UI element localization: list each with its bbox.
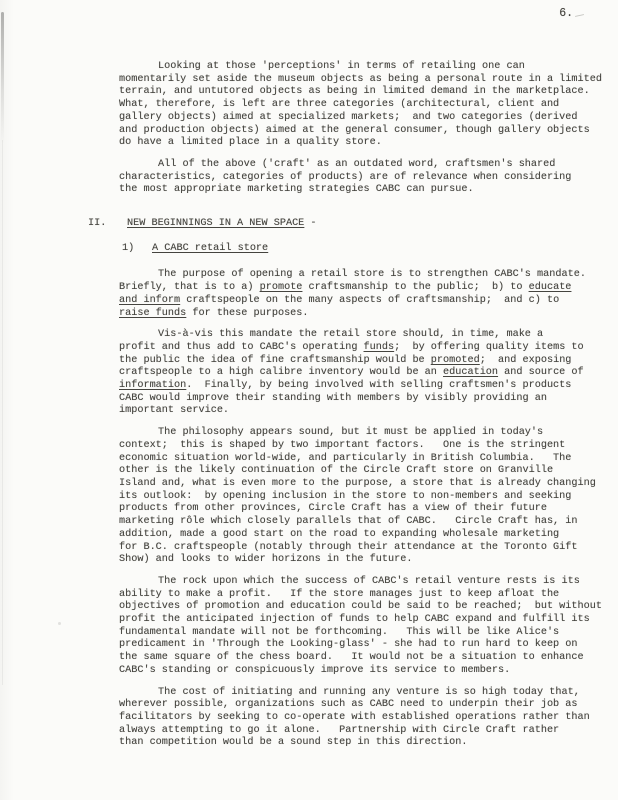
paragraph-line [119, 589, 610, 602]
paragraph-line [119, 712, 610, 725]
paragraph [119, 427, 610, 567]
text-run: do have a limited place in a quality store. [119, 137, 382, 149]
heading-label: II. [88, 218, 107, 230]
paragraph-line [119, 627, 610, 640]
text-run: The rock upon which the success of CABC's retail venture rests is its [158, 575, 580, 587]
text-run: facilitators by seeking to co-operate with established operations rather than [119, 711, 590, 723]
paragraph-line [119, 61, 610, 74]
text-run: CABC would improve their standing with members by visibly providing an [119, 392, 547, 404]
text-run: ; and exposing [479, 354, 572, 366]
subheading-text [152, 243, 268, 254]
text-run: All of the above ('craft' as an outdated word, craftsmen's shared [158, 158, 556, 170]
paragraph-line [119, 542, 610, 555]
paragraph-line [119, 491, 610, 504]
subheading-label: 1) [122, 242, 135, 254]
paragraph-line [119, 308, 610, 321]
text-run: objectives of promotion and education could be said to be reached; but without [119, 601, 602, 613]
text-run: gallery objects) aimed at specialized markets; and two categories (derived [119, 111, 578, 123]
text-run: for these purposes. [186, 307, 309, 319]
text-run: The cost of initiating and running any venture is so high today that, [158, 686, 580, 698]
text-run: - [304, 218, 317, 230]
paragraph-line [119, 355, 610, 368]
paragraph-line [119, 86, 610, 99]
underlined-text: and inform [119, 294, 181, 306]
text-run: Show) and looks to wider horizons in the future. [119, 554, 413, 566]
paragraph [119, 61, 610, 150]
text-run: ; by offering quality items to [394, 341, 584, 353]
text-run: CABC's standing or conspicuously improve its service to members. [119, 664, 511, 676]
paragraph-line [119, 137, 610, 150]
text-run: profit the anticipated injection of funds to help CABC expand and fulfill its [119, 614, 590, 626]
paragraph-line [119, 329, 610, 342]
underlined-text: funds [363, 341, 395, 353]
text-run: addition, made a good start on the road to expanding wholesale marketing [119, 528, 560, 540]
text-run: ability to make a profit. If the store manages just to keep afloat the [119, 588, 560, 600]
paper-speck [58, 622, 61, 625]
paragraph-line [119, 652, 610, 665]
paragraph-line [119, 478, 610, 491]
underlined-text: promoted [430, 354, 480, 366]
text-run: profit and thus add to CABC's operating [119, 341, 364, 353]
section-heading [88, 218, 610, 231]
text-run: the most appropriate marketing strategies CABC can pursue. [119, 184, 474, 196]
paragraph-line [119, 172, 610, 185]
page-number: 6. [559, 7, 573, 20]
paragraph [119, 269, 610, 320]
paragraph-line [119, 159, 610, 172]
paragraph [119, 576, 610, 678]
paragraph [119, 687, 610, 751]
text-run: the public the idea of fine craftsmanship would be [119, 354, 431, 366]
paragraph-line [119, 393, 610, 406]
paragraph-line [119, 576, 610, 589]
text-run: its outlook: by opening inclusion in the store to non-members and seeking [119, 490, 572, 502]
scan-edge-line [2, 140, 3, 685]
underlined-text: NEW BEGINNINGS IN A NEW SPACE [127, 218, 305, 230]
paragraph-line [119, 687, 610, 700]
text-run: Looking at those 'perceptions' in terms of retailing one can [158, 61, 525, 72]
paragraph-line [119, 184, 610, 197]
text-run: and source of [498, 367, 584, 379]
text-run: the same square of the chess board. It would not be a situation to enhance [119, 652, 584, 664]
document-body [88, 61, 610, 759]
text-run: characteristics, categories of products) are of relevance when considering [119, 171, 572, 183]
underlined-text: promote [259, 282, 303, 294]
paragraph-line [119, 282, 610, 295]
text-run: fundamental mandate will not be forthcoming. This will be like Alice's [119, 626, 560, 638]
scan-edge-smudge [1, 12, 4, 144]
paragraph-line [119, 367, 610, 380]
paragraph-line [119, 737, 610, 750]
paragraph-line [119, 342, 610, 355]
text-run: for B.C. craftspeople (notably through their attendance at the Toronto Gift [119, 541, 578, 553]
paragraph-line [119, 112, 610, 125]
text-run: and production objects) aimed at the general consumer, though gallery objects [119, 124, 590, 136]
paragraph-line [119, 614, 610, 627]
paragraph-line [119, 427, 610, 440]
paragraph [119, 329, 610, 418]
text-run: The purpose of opening a retail store is to strengthen CABC's mandate. [158, 269, 586, 281]
heading-text [127, 218, 317, 229]
paragraph-line [119, 725, 610, 738]
text-run: momentarily set aside the museum objects as being a personal route in a limited [119, 73, 602, 85]
paragraph-line [119, 503, 610, 516]
section-subheading [122, 243, 610, 256]
text-run: What, therefore, is left are three categories (architectural, client and [119, 99, 560, 111]
text-run: economic situation world-wide, and particularly in British Columbia. The [119, 452, 572, 464]
text-run: other is the likely continuation of the Circle Craft store on Granville [119, 465, 554, 477]
paragraph-line [119, 380, 610, 393]
text-run: wherever possible, organizations such as CABC need to underpin their job as [119, 699, 578, 711]
pencil-mark [575, 14, 584, 17]
paragraph-line [119, 269, 610, 282]
text-run: important service. [119, 405, 230, 417]
paragraph-line [119, 529, 610, 542]
text-run: products from other provinces, Circle Craft has a view of their future [119, 503, 547, 515]
text-run: context; this is shaped by two important factors. One is the stringent [119, 439, 566, 451]
text-run: The philosophy appears sound, but it must be applied in today's [158, 427, 544, 439]
underlined-text: raise funds [119, 307, 187, 319]
text-run: craftspeople to a high calibre inventory would be an [119, 367, 444, 379]
text-run: than competition would be a sound step in this direction. [119, 737, 468, 749]
underlined-text: education [443, 367, 499, 379]
text-run: Vis-à-vis this mandate the retail store should, in time, make a [158, 329, 544, 341]
text-run: Island and, what is even more to the purpose, a store that is already changing [119, 477, 596, 489]
paragraph-line [119, 125, 610, 138]
text-run: craftsmanship to the public; b) to [302, 282, 529, 294]
paragraph [119, 159, 610, 197]
paragraph-line [119, 665, 610, 678]
underlined-text: educate [528, 282, 572, 294]
text-run: Briefly, that is to a) [119, 282, 260, 294]
paragraph-line [119, 99, 610, 112]
text-run: craftspeople on the many aspects of craftsmanship; and c) to [180, 294, 560, 306]
text-run: always attempting to go it alone. Partnership with Circle Craft rather [119, 724, 560, 736]
paragraph-line [119, 453, 610, 466]
paragraph-line [119, 554, 610, 567]
text-run: . Finally, by being involved with selling craftsmen's products [186, 380, 572, 392]
underlined-text: information [119, 380, 187, 392]
paragraph-line [119, 74, 610, 87]
paragraph-line [119, 601, 610, 614]
paragraph-line [119, 405, 610, 418]
paragraph-line [119, 440, 610, 453]
paragraph-line [119, 465, 610, 478]
paragraph-line [119, 639, 610, 652]
paragraph-line [119, 295, 610, 308]
text-run: predicament in 'Through the Looking-glass' - she had to run hard to keep on [119, 639, 578, 651]
text-run: marketing rôle which closely parallels that of CABC. Circle Craft has, in [119, 516, 578, 528]
underlined-text: A CABC retail store [152, 242, 269, 254]
text-run: terrain, and untutored objects as being in limited demand in the marketplace. [119, 86, 590, 98]
paragraph-line [119, 516, 610, 529]
paragraph-line [119, 699, 610, 712]
